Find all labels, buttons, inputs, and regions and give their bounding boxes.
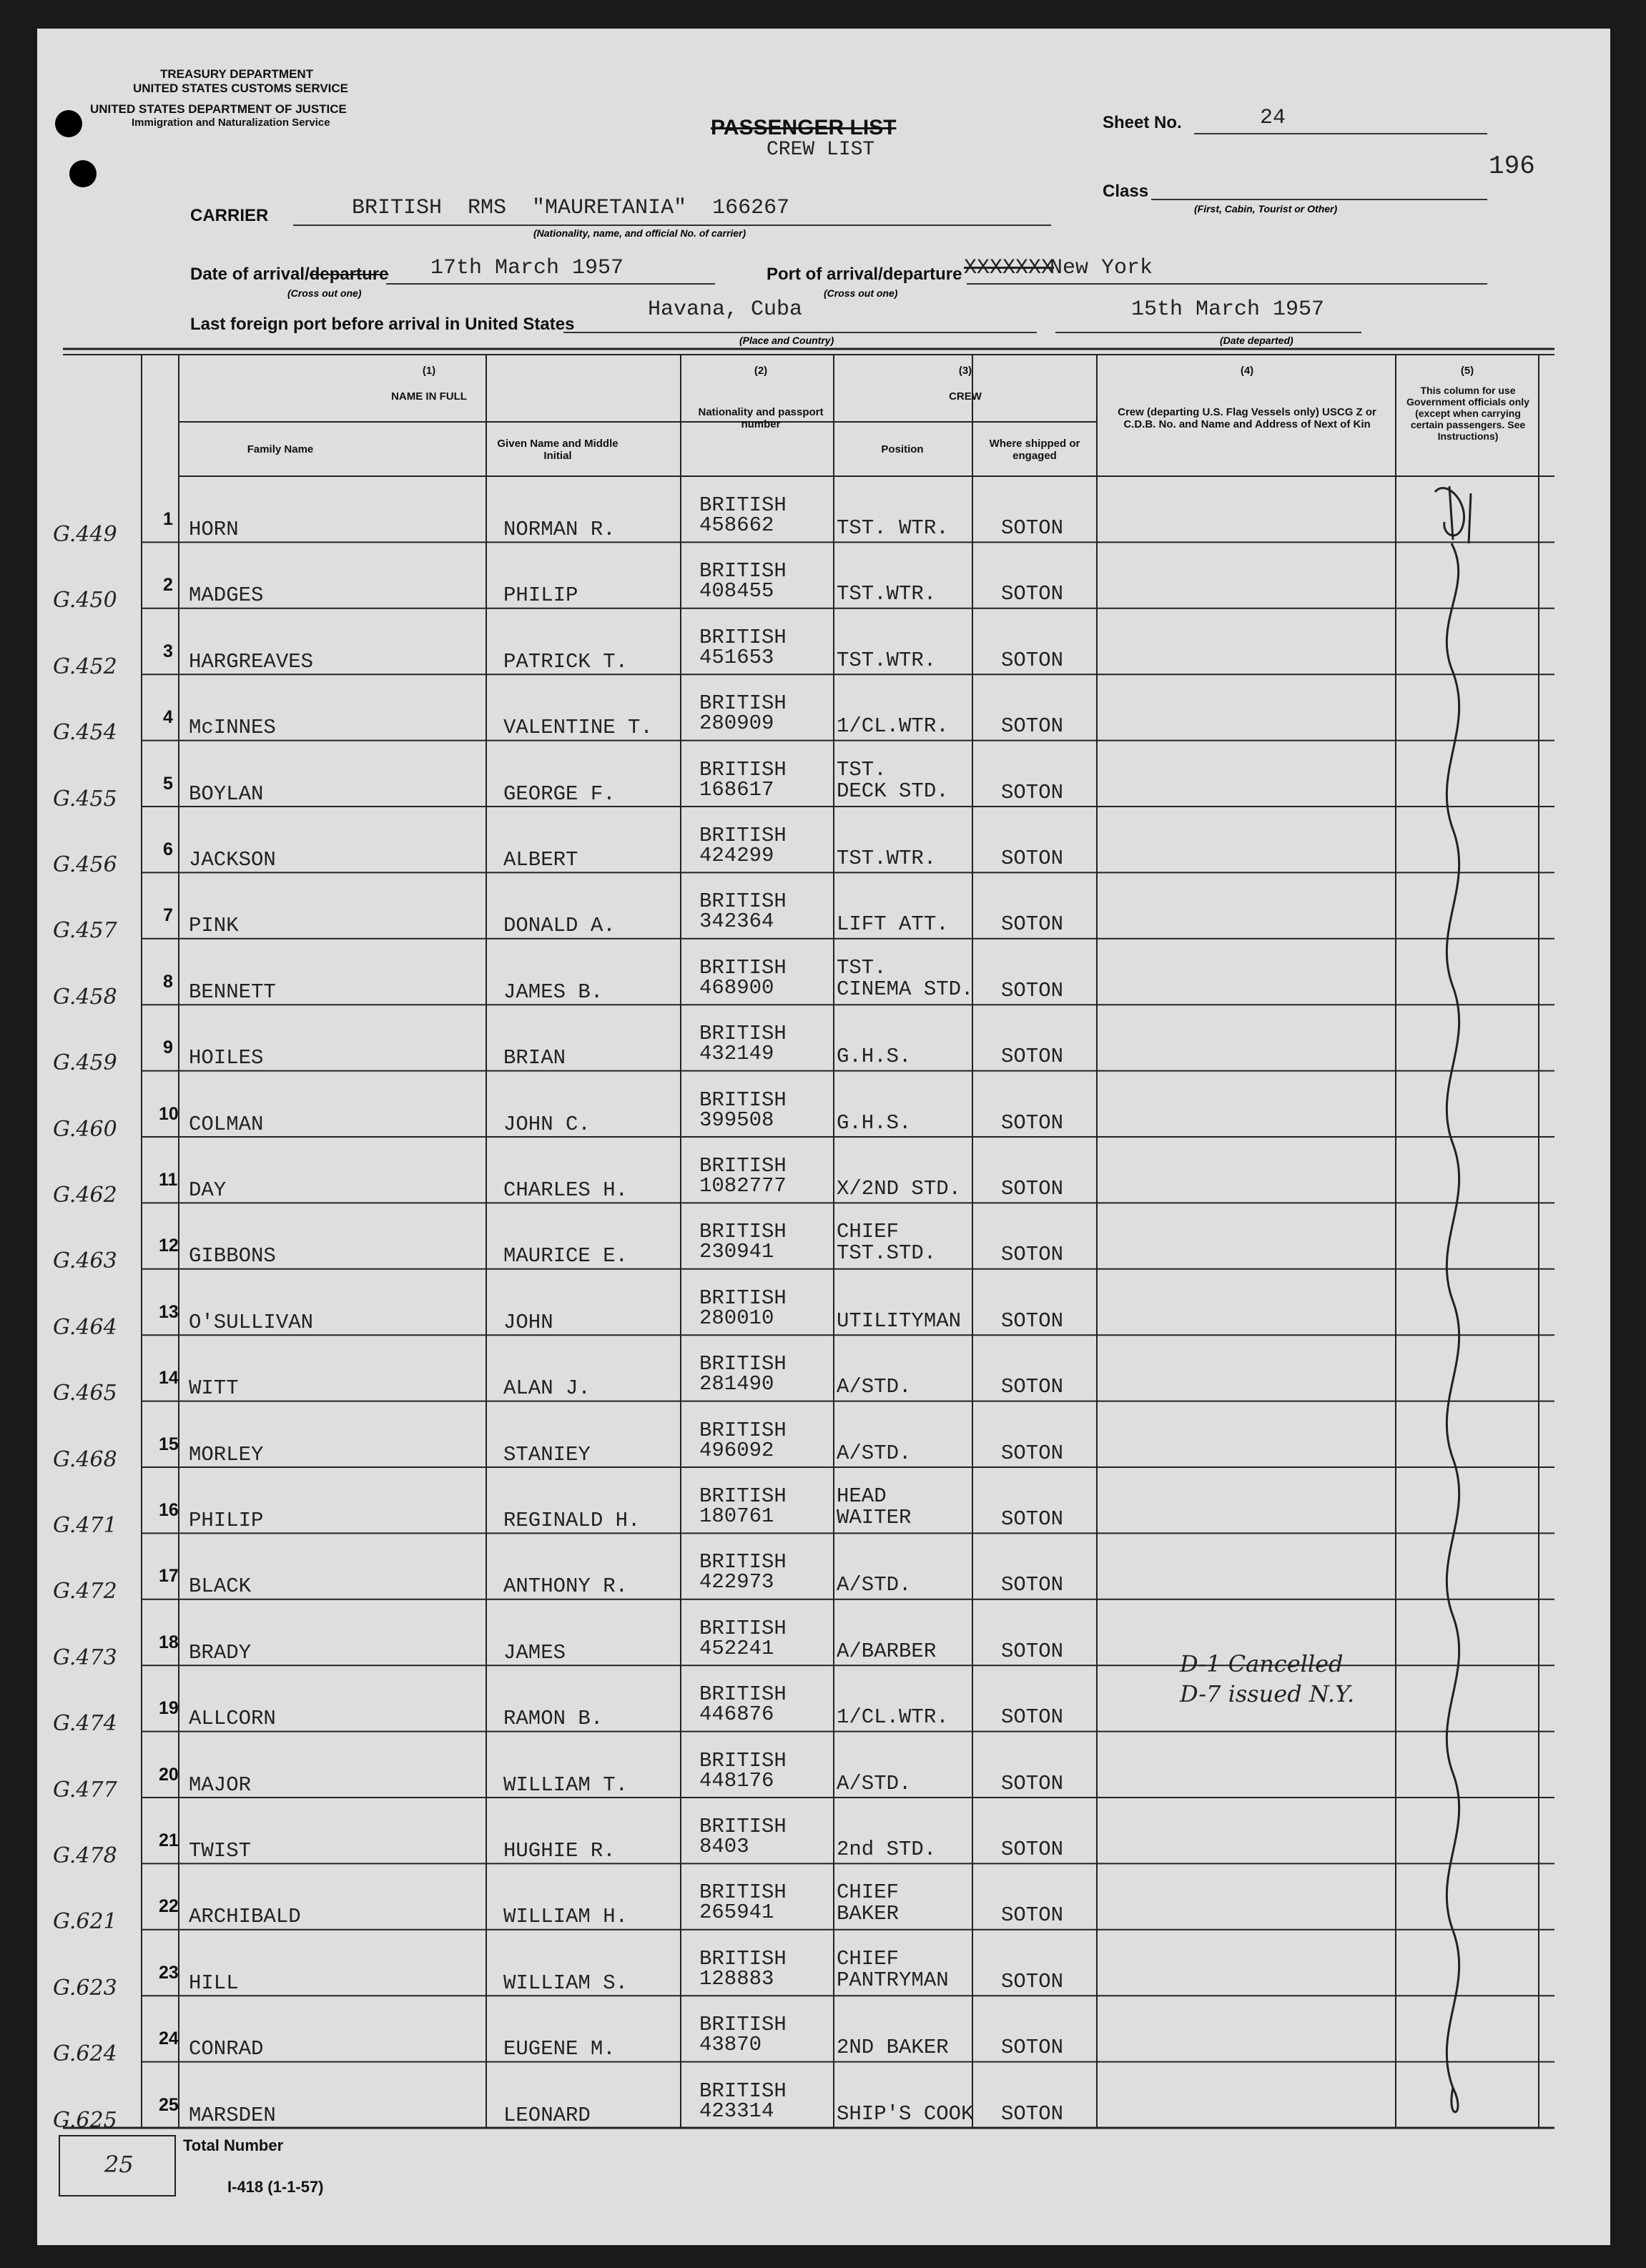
passport-number-cell: 180761: [699, 1504, 774, 1528]
position-cell: G.H.S.: [837, 1110, 912, 1135]
nationality-cell: BRITISH: [699, 1748, 787, 1773]
where-shipped-cell: SOTON: [1001, 2101, 1064, 2126]
arrival-label: Date of arrival/departure: [190, 265, 389, 284]
given-name-cell: VALENTINE T.: [503, 716, 653, 740]
where-shipped-cell: SOTON: [1001, 1969, 1064, 1993]
position-cell-line-1: TST.: [837, 955, 887, 980]
row-margin-number: G.462: [53, 1183, 117, 1208]
nationality-cell: BRITISH: [699, 889, 787, 914]
total-number-box: [59, 2135, 176, 2196]
family-name-cell: McINNES: [189, 716, 276, 740]
position-cell-line-2: WAITER: [837, 1506, 912, 1529]
nationality-cell: BRITISH: [699, 1352, 787, 1376]
where-shipped-cell: SOTON: [1001, 847, 1064, 870]
passport-number-cell: 280909: [699, 711, 774, 736]
family-name-cell: BLACK: [189, 1574, 252, 1599]
nationality-cell: BRITISH: [699, 1154, 787, 1178]
nationality-cell: BRITISH: [699, 493, 787, 517]
given-name-cell: JOHN: [503, 1310, 553, 1334]
where-shipped-cell: SOTON: [1001, 1771, 1064, 1795]
row-index: 1: [163, 509, 173, 529]
position-cell: TST.WTR.: [837, 847, 937, 870]
position-cell: TST.WTR.: [837, 582, 937, 606]
given-name-cell: RAMON B.: [503, 1707, 603, 1731]
row-index: 13: [159, 1301, 179, 1322]
row-index: 21: [159, 1830, 179, 1850]
position-cell-line-1: HEAD: [837, 1484, 887, 1508]
position-cell-line-2: PANTRYMAN: [837, 1968, 949, 1992]
row-index: 12: [159, 1236, 179, 1256]
row-index: 15: [159, 1434, 179, 1454]
form-title: CREW LIST: [767, 139, 875, 161]
col4-number: (4): [1240, 365, 1254, 377]
given-name-cell: HUGHIE R.: [503, 1839, 616, 1863]
where-shipped-cell: SOTON: [1001, 1243, 1064, 1267]
row-index: 20: [159, 1764, 179, 1785]
port-label: Port of arrival/departure: [767, 265, 962, 284]
family-name-cell: PINK: [189, 914, 239, 938]
where-shipped-cell: SOTON: [1001, 1639, 1064, 1663]
position-cell: LIFT ATT.: [837, 912, 949, 937]
nationality-cell: BRITISH: [699, 1682, 787, 1707]
where-shipped-cell: SOTON: [1001, 1375, 1064, 1399]
position-cell: 2ND BAKER: [837, 2036, 949, 2060]
nationality-cell: BRITISH: [699, 824, 787, 847]
family-name-cell: BOYLAN: [189, 782, 264, 806]
nationality-cell: BRITISH: [699, 1550, 787, 1574]
row-index: 17: [159, 1566, 179, 1587]
given-name-cell: CHARLES H.: [503, 1178, 629, 1202]
form-title-struck: PASSENGER LIST: [711, 116, 897, 139]
passport-number-cell: 422973: [699, 1570, 774, 1594]
position-cell-line-1: CHIEF: [837, 1220, 900, 1244]
passport-number-cell: 265941: [699, 1900, 774, 1925]
document-page: [37, 29, 1610, 2245]
position-cell: TST. WTR.: [837, 516, 949, 540]
family-name-cell: HOILES: [189, 1046, 264, 1070]
row-margin-number: G.463: [53, 1248, 117, 1274]
class-label: Class: [1103, 182, 1149, 201]
row-margin-number: G.621: [53, 1909, 117, 1935]
family-name-cell: CONRAD: [189, 2037, 264, 2061]
row-index: 5: [163, 773, 173, 794]
where-shipped-cell: SOTON: [1001, 1441, 1064, 1465]
carrier-label: CARRIER: [190, 206, 269, 225]
passport-number-cell: 280010: [699, 1306, 774, 1330]
passport-number-cell: 8403: [699, 1835, 749, 1858]
row-margin-number: G.460: [53, 1116, 117, 1142]
given-name-cell: ANTHONY R.: [503, 1574, 629, 1599]
nationality-cell: BRITISH: [699, 691, 787, 716]
position-cell: 1/CL.WTR.: [837, 1705, 949, 1730]
family-name-cell: GIBBONS: [189, 1244, 276, 1268]
passport-number-cell: 399508: [699, 1108, 774, 1132]
passport-number-cell: 168617: [699, 777, 774, 802]
given-name-cell: MAURICE E.: [503, 1244, 629, 1268]
agency-line-2: UNITED STATES CUSTOMS SERVICE: [133, 82, 349, 95]
position-cell: 2nd STD.: [837, 1838, 937, 1861]
where-shipped-cell: SOTON: [1001, 2036, 1064, 2060]
column-5-hook-mark: [1435, 486, 1471, 543]
position-cell: A/STD.: [837, 1771, 912, 1795]
row-index: 2: [163, 575, 173, 596]
position-cell-line-1: CHIEF: [837, 1880, 900, 1905]
passport-number-cell: 1082777: [699, 1174, 787, 1198]
position-cell: A/STD.: [837, 1441, 912, 1465]
nationality-cell: BRITISH: [699, 1220, 787, 1244]
position-cell: G.H.S.: [837, 1045, 912, 1069]
col5-number: (5): [1460, 365, 1474, 377]
date-departed: 15th March 1957: [1131, 297, 1325, 322]
row-margin-number: G.450: [53, 588, 117, 613]
date-departed-hint: (Date departed): [1220, 335, 1293, 346]
where-shipped-cell: SOTON: [1001, 1838, 1064, 1861]
row-index: 6: [163, 839, 173, 859]
nationality-cell: BRITISH: [699, 559, 787, 583]
row-index: 18: [159, 1632, 179, 1652]
nationality-cell: BRITISH: [699, 1616, 787, 1640]
passport-number-cell: 342364: [699, 909, 774, 934]
class-hint: (First, Cabin, Tourist or Other): [1194, 203, 1338, 215]
given-name-cell: STANIEY: [503, 1442, 591, 1466]
where-shipped-cell: SOTON: [1001, 780, 1064, 804]
passport-number-cell: 432149: [699, 1042, 774, 1066]
where-shipped-cell: SOTON: [1001, 714, 1064, 739]
given-name-cell: LEONARD: [503, 2103, 591, 2127]
given-name-cell: JAMES B.: [503, 980, 603, 1004]
nationality-cell: BRITISH: [699, 625, 787, 649]
where-shipped-cell: SOTON: [1001, 912, 1064, 937]
passport-number-cell: 458662: [699, 513, 774, 537]
arrival-cross-hint: (Cross out one): [287, 287, 362, 299]
passport-number-cell: 468900: [699, 975, 774, 1000]
row-index: 11: [159, 1170, 178, 1190]
row-margin-number: G.478: [53, 1843, 117, 1868]
given-name-cell: JOHN C.: [503, 1112, 591, 1136]
where-shipped-cell: SOTON: [1001, 1045, 1064, 1069]
given-name-cell: ALBERT: [503, 848, 578, 872]
position-cell-line-2: DECK STD.: [837, 779, 949, 803]
given-name-cell: WILLIAM H.: [503, 1905, 629, 1929]
col4-title: Crew (departing U.S. Flag Vessels only) USCG Z or C.D.B. No. and Name and Address of Next of Kin: [1118, 406, 1376, 430]
where-shipped-cell: SOTON: [1001, 1705, 1064, 1730]
place-hint: (Place and Country): [739, 335, 834, 346]
position-cell-line-1: CHIEF: [837, 1946, 900, 1971]
given-name-cell: NORMAN R.: [503, 518, 616, 541]
passport-number-cell: 496092: [699, 1438, 774, 1462]
column-5-wavy-line: [1447, 543, 1459, 2112]
where-shipped-cell: SOTON: [1001, 1110, 1064, 1135]
nationality-cell: BRITISH: [699, 1484, 787, 1508]
where-shipped-cell: SOTON: [1001, 1573, 1064, 1597]
position-cell: A/BARBER: [837, 1639, 937, 1663]
family-name-cell: MARSDEN: [189, 2103, 276, 2127]
row-margin-number: G.624: [53, 2041, 117, 2067]
total-number-label: Total Number: [183, 2136, 284, 2154]
position-cell: 1/CL.WTR.: [837, 714, 949, 739]
row-margin-number: G.464: [53, 1314, 117, 1340]
row-margin-number: G.459: [53, 1050, 117, 1076]
col3b-where-shipped: Where shipped or engaged: [989, 438, 1080, 462]
carrier-hint: (Nationality, name, and official No. of carrier): [533, 227, 746, 239]
form-number: I-418 (1-1-57): [227, 2178, 324, 2196]
where-shipped-cell: SOTON: [1001, 978, 1064, 1002]
col3a-position: Position: [881, 443, 924, 455]
given-name-cell: JAMES: [503, 1640, 566, 1665]
row-margin-number: G.623: [53, 1975, 117, 2001]
family-name-cell: DAY: [189, 1178, 227, 1202]
row-index: 3: [163, 641, 173, 661]
given-name-cell: EUGENE M.: [503, 2037, 616, 2061]
nationality-cell: BRITISH: [699, 1815, 787, 1838]
position-cell-line-2: BAKER: [837, 1902, 900, 1926]
family-name-cell: HILL: [189, 1971, 239, 1995]
carrier-value: BRITISH RMS "MAURETANIA" 166267: [352, 196, 790, 220]
family-name-cell: MADGES: [189, 583, 264, 608]
port-cross-hint: (Cross out one): [824, 287, 898, 299]
passport-number-cell: 43870: [699, 2033, 762, 2057]
position-cell: A/STD.: [837, 1573, 912, 1597]
row-index: 23: [159, 1962, 179, 1983]
agency-line-1: TREASURY DEPARTMENT: [160, 67, 314, 81]
passport-number-cell: 451653: [699, 645, 774, 669]
row-margin-number: G.474: [53, 1711, 117, 1737]
col2-title: Nationality and passport number: [698, 406, 824, 430]
row-margin-number: G.458: [53, 984, 117, 1010]
passport-number-cell: 230941: [699, 1240, 774, 1264]
position-cell-line-2: CINEMA STD.: [837, 977, 974, 1001]
passport-number-cell: 128883: [699, 1966, 774, 1991]
last-port-label: Last foreign port before arrival in United States: [190, 315, 575, 334]
col1-number: (1): [422, 365, 436, 377]
nationality-cell: BRITISH: [699, 757, 787, 782]
nationality-cell: BRITISH: [699, 1022, 787, 1046]
family-name-cell: MORLEY: [189, 1442, 264, 1466]
where-shipped-cell: SOTON: [1001, 516, 1064, 540]
arrival-date: 17th March 1957: [430, 256, 624, 280]
nationality-cell: BRITISH: [699, 1880, 787, 1905]
family-name-cell: HARGREAVES: [189, 649, 314, 674]
row-index: 9: [163, 1037, 173, 1058]
row-index: 8: [163, 971, 173, 992]
passport-number-cell: 446876: [699, 1702, 774, 1727]
col3-title: CREW: [949, 390, 982, 403]
where-shipped-cell: SOTON: [1001, 582, 1064, 606]
row-index: 16: [159, 1500, 179, 1520]
page-number: 196: [1489, 152, 1535, 181]
row-margin-number: G.477: [53, 1777, 117, 1803]
row-index: 4: [163, 707, 173, 728]
row-margin-number: G.457: [53, 918, 117, 944]
family-name-cell: BRADY: [189, 1640, 252, 1665]
given-name-cell: BRIAN: [503, 1046, 566, 1070]
where-shipped-cell: SOTON: [1001, 1177, 1064, 1200]
family-name-cell: BENNETT: [189, 980, 276, 1004]
row-margin-number: G.473: [53, 1645, 117, 1670]
position-cell-line-1: TST.: [837, 757, 887, 782]
last-port-value: Havana, Cuba: [648, 297, 803, 322]
col3-number: (3): [958, 365, 972, 377]
row-margin-number: G.449: [53, 522, 117, 547]
sheet-number: 24: [1260, 106, 1286, 130]
given-name-cell: WILLIAM T.: [503, 1773, 629, 1797]
handwritten-note-line-1: D-1 Cancelled: [1180, 1650, 1344, 1677]
passport-number-cell: 408455: [699, 579, 774, 603]
given-name-cell: PHILIP: [503, 583, 578, 608]
nationality-cell: BRITISH: [699, 2079, 787, 2103]
given-name-cell: REGINALD H.: [503, 1509, 641, 1532]
passport-number-cell: 448176: [699, 1768, 774, 1793]
position-cell-line-2: TST.STD.: [837, 1241, 937, 1266]
row-index: 24: [159, 2028, 179, 2049]
sheet-label: Sheet No.: [1103, 113, 1182, 132]
row-index: 14: [159, 1368, 179, 1389]
row-index: 25: [159, 2094, 179, 2115]
handwritten-note-line-2: D-7 issued N.Y.: [1180, 1680, 1355, 1707]
passport-number-cell: 452241: [699, 1636, 774, 1660]
row-margin-number: G.471: [53, 1513, 117, 1538]
row-index: 19: [159, 1698, 179, 1719]
given-name-cell: PATRICK T.: [503, 649, 629, 674]
col1-title: NAME IN FULL: [391, 390, 467, 403]
passport-number-cell: 424299: [699, 844, 774, 867]
row-index: 7: [163, 905, 173, 926]
given-name-cell: GEORGE F.: [503, 782, 616, 806]
family-name-cell: WITT: [189, 1376, 239, 1401]
row-margin-number: G.472: [53, 1579, 117, 1604]
family-name-cell: ARCHIBALD: [189, 1905, 301, 1929]
position-cell: UTILITYMAN: [837, 1308, 962, 1333]
nationality-cell: BRITISH: [699, 1418, 787, 1442]
position-cell: X/2ND STD.: [837, 1177, 962, 1200]
col1a-family-name: Family Name: [247, 443, 314, 455]
family-name-cell: O'SULLIVAN: [189, 1310, 314, 1334]
col2-number: (2): [754, 365, 768, 377]
port-value: New York: [1050, 256, 1153, 280]
given-name-cell: ALAN J.: [503, 1376, 591, 1401]
row-index: 22: [159, 1896, 179, 1917]
row-margin-number: G.465: [53, 1381, 117, 1406]
col5-title: This column for use Government officials only (except when carrying certain passengers. See Instructions): [1406, 385, 1529, 442]
family-name-cell: MAJOR: [189, 1773, 252, 1797]
where-shipped-cell: SOTON: [1001, 1903, 1064, 1928]
family-name-cell: TWIST: [189, 1839, 252, 1863]
position-cell: A/STD.: [837, 1375, 912, 1399]
row-margin-number: G.625: [53, 2107, 117, 2133]
nationality-cell: BRITISH: [699, 1286, 787, 1310]
passport-number-cell: 281490: [699, 1372, 774, 1396]
position-cell: TST.WTR.: [837, 648, 937, 672]
position-cell: SHIP'S COOK: [837, 2101, 974, 2126]
passport-number-cell: 423314: [699, 2099, 774, 2123]
nationality-cell: BRITISH: [699, 1946, 787, 1971]
col1b-given-name: Given Name and Middle Initial: [497, 438, 619, 462]
family-name-cell: COLMAN: [189, 1112, 264, 1136]
row-margin-number: G.468: [53, 1446, 117, 1472]
where-shipped-cell: SOTON: [1001, 1507, 1064, 1531]
port-struck: XXXXXXX: [964, 256, 1055, 280]
family-name-cell: ALLCORN: [189, 1707, 276, 1731]
nationality-cell: BRITISH: [699, 955, 787, 980]
row-margin-number: G.455: [53, 786, 117, 812]
row-index: 10: [159, 1103, 179, 1124]
agency-line-3: UNITED STATES DEPARTMENT OF JUSTICE: [90, 102, 347, 116]
where-shipped-cell: SOTON: [1001, 1308, 1064, 1333]
family-name-cell: PHILIP: [189, 1509, 264, 1532]
row-margin-number: G.454: [53, 720, 117, 746]
family-name-cell: HORN: [189, 518, 239, 541]
nationality-cell: BRITISH: [699, 1088, 787, 1112]
given-name-cell: WILLIAM S.: [503, 1971, 629, 1995]
row-margin-number: G.456: [53, 852, 117, 877]
where-shipped-cell: SOTON: [1001, 648, 1064, 672]
total-number-value: 25: [104, 2151, 134, 2178]
row-margin-number: G.452: [53, 654, 117, 679]
family-name-cell: JACKSON: [189, 848, 276, 872]
given-name-cell: DONALD A.: [503, 914, 616, 938]
nationality-cell: BRITISH: [699, 2013, 787, 2037]
agency-line-4: Immigration and Naturalization Service: [132, 117, 330, 129]
